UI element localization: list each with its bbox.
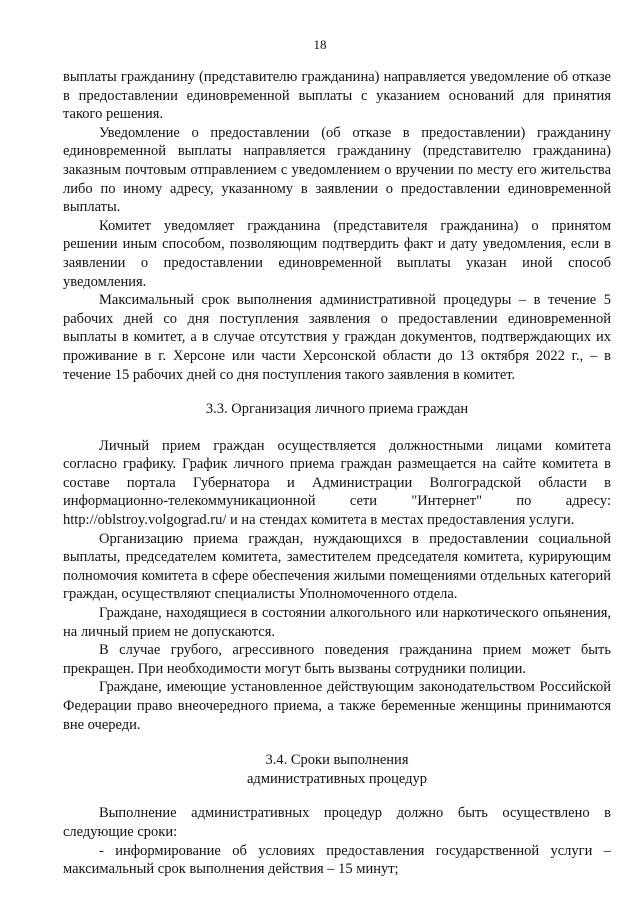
section-3-4-heading-line2: административных процедур [247, 770, 427, 787]
section-3-3-heading: 3.3. Организация личного приема граждан [205, 401, 469, 418]
paragraph-procedure-terms: Выполнение административных процедур должно быть осуществлено в следующие сроки: [63, 805, 611, 840]
document-body [63, 68, 611, 879]
paragraph-informing-term: - информирование об условиях предоставления государственной услуги – максимальный срок выполнения действия – 15 минут; [63, 842, 611, 878]
paragraph-priority-reception: Граждане, имеющие установленное действующим законодательством Российской Федерации право внеочередного приема, а также беременные женщины принимаются вне очереди. [63, 679, 611, 733]
paragraph-intoxication: Граждане, находящиеся в состоянии алкогольного или наркотического опьянения, на личный прием не допускаются. [63, 605, 611, 640]
paragraph-reception-organization: Организацию приема граждан, нуждающихся в предоставлении социальной выплаты, председателем комитета, заместителем председателя комитета, курирующим полномочия комитета в сфере обеспечения жилыми помещениями отдельных категорий граждан, осуществляют специалисты Уполномоченного отдела. [63, 530, 611, 603]
paragraph-aggressive-behavior: В случае грубого, агрессивного поведения гражданина прием может быть прекращен. При необходимости могут быть вызваны сотрудники полиции. [63, 642, 611, 677]
section-3-4-heading [63, 751, 611, 788]
paragraph-reception-schedule: Личный прием граждан осуществляется должностными лицами комитета согласно графику. График личного приема граждан размещается на сайте комитета в составе портала Губернатора и Администрации Волгоградской области в информационно-телекоммуникационной сети "Интернет" по адресу: http://oblstroy.volgograd.ru/ и на стендах комитета в местах предоставления услуги. [63, 437, 611, 529]
paragraph-notice-delivery: Уведомление о предоставлении (об отказе в предоставлении) гражданину единовременной выплаты направляется гражданину (представителю гражданина) заказным почтовым отправлением с уведомлением о вручении по месту его жительства либо по иному адресу, указанному в заявлении о предоставлении единовременной выплаты. [63, 124, 611, 216]
paragraph-other-notice-method: Комитет уведомляет гражданина (представителя гражданина) о принятом решении иным способом, позволяющим подтвердить факт и дату уведомления, если в заявлении о предоставлении единовременной выплаты указан иной способ уведомления. [63, 217, 611, 290]
section-3-4-heading-line1: 3.4. Сроки выполнения [265, 752, 409, 769]
paragraph-refusal-notice: выплаты гражданину (представителю гражданина) направляется уведомление об отказе в предоставлении единовременной выплаты с указанием оснований для принятия такого решения. [63, 69, 611, 123]
paragraph-max-term: Максимальный срок выполнения административной процедуры – в течение 5 рабочих дней со дня поступления заявления о предоставлении единовременной выплаты в комитет, а в случае отсутствия у граждан документов, подтверждающих их проживание в г. Херсоне или части Херсонской области до 13 октября 2022 г., – в течение 15 рабочих дней со дня поступления такого заявления в комитет. [63, 292, 611, 383]
page-number: 18 [313, 37, 327, 52]
